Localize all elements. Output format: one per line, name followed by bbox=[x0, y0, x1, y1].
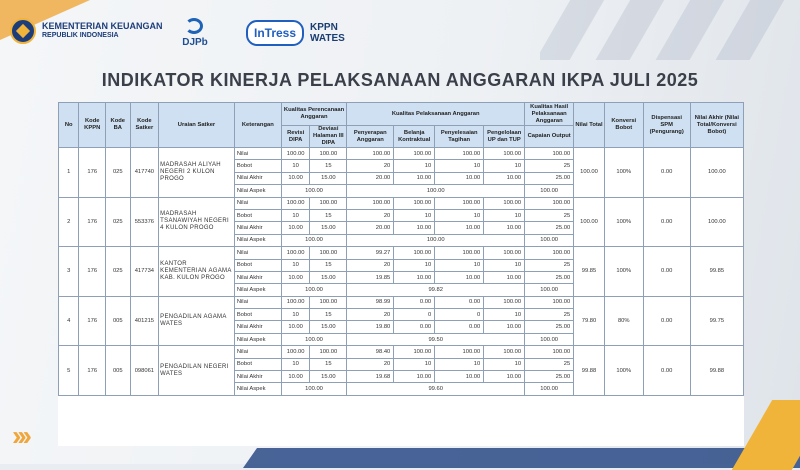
cell-bobot-penyelesaian: 10 bbox=[435, 160, 484, 172]
cell-bobot-penyelesaian: 10 bbox=[435, 259, 484, 271]
bottom-accent-bar bbox=[243, 448, 800, 468]
header-stripes bbox=[540, 0, 800, 60]
header-dispensasi-spm: Dispensasi SPM (Pengurang) bbox=[643, 103, 690, 148]
cell-akhir-penyerapan: 20.00 bbox=[347, 172, 394, 184]
cell-nilai-deviasi: 100.00 bbox=[310, 346, 347, 358]
chevron-decoration-icon: ››› bbox=[12, 420, 28, 451]
cell-akhir-pengelolaan: 10.00 bbox=[484, 271, 525, 283]
cell-nilai-penyelesaian: 0.00 bbox=[435, 296, 484, 308]
cell-akhir-belanja: 10.00 bbox=[394, 371, 435, 383]
cell-bobot-deviasi: 15 bbox=[310, 209, 347, 221]
cell-keterangan: Nilai Aspek bbox=[234, 234, 281, 246]
cell-bobot-deviasi: 15 bbox=[310, 358, 347, 370]
cell-bobot-belanja: 10 bbox=[394, 209, 435, 221]
header-group-pelaksanaan: Kualitas Pelaksanaan Anggaran bbox=[347, 103, 525, 126]
cell-kode-satker: 417740 bbox=[130, 148, 159, 198]
cell-kode-satker: 553376 bbox=[130, 197, 159, 247]
intress-logo-mark: InTress bbox=[246, 20, 304, 46]
cell-bobot-penyelesaian: 10 bbox=[435, 209, 484, 221]
cell-uraian-satker: KANTOR KEMENTERIAN AGAMA KAB. KULON PROGO bbox=[159, 247, 235, 297]
cell-nilai-total: 100.00 bbox=[574, 197, 605, 247]
cell-aspek-hasil: 100.00 bbox=[525, 383, 574, 395]
cell-keterangan: Nilai Akhir bbox=[234, 172, 281, 184]
cell-keterangan: Nilai bbox=[234, 346, 281, 358]
cell-akhir-penyelesaian: 10.00 bbox=[435, 172, 484, 184]
cell-no: 3 bbox=[59, 247, 79, 297]
cell-keterangan: Nilai Akhir bbox=[234, 271, 281, 283]
cell-kode-ba: 025 bbox=[106, 148, 131, 198]
header-kode-ba: Kode BA bbox=[106, 103, 131, 148]
cell-akhir-pengelolaan: 10.00 bbox=[484, 222, 525, 234]
cell-akhir-belanja: 10.00 bbox=[394, 222, 435, 234]
cell-aspek-hasil: 100.00 bbox=[525, 185, 574, 197]
cell-keterangan: Nilai bbox=[234, 247, 281, 259]
header-group-perencanaan: Kualitas Perencanaan Anggaran bbox=[281, 103, 346, 126]
cell-nilai-deviasi: 100.00 bbox=[310, 296, 347, 308]
cell-kode-kppn: 176 bbox=[79, 148, 106, 198]
cell-nilai-akhir: 100.00 bbox=[690, 197, 743, 247]
cell-nilai-pengelolaan: 100.00 bbox=[484, 346, 525, 358]
cell-no: 5 bbox=[59, 346, 79, 396]
ikpa-table-body bbox=[59, 148, 744, 396]
cell-akhir-capaian: 25.00 bbox=[525, 371, 574, 383]
cell-akhir-pengelolaan: 10.00 bbox=[484, 371, 525, 383]
kppn-label: KPPN bbox=[310, 22, 338, 33]
cell-kode-ba: 005 bbox=[106, 346, 131, 396]
cell-bobot-revisi: 10 bbox=[281, 209, 310, 221]
cell-akhir-revisi: 10.00 bbox=[281, 222, 310, 234]
cell-nilai-penyerapan: 99.27 bbox=[347, 247, 394, 259]
cell-nilai-akhir: 99.75 bbox=[690, 296, 743, 346]
header-penyelesaian-tagihan: Penyelesaian Tagihan bbox=[435, 126, 484, 148]
cell-dispensasi: 0.00 bbox=[643, 346, 690, 396]
intress-kppn-logo bbox=[246, 20, 345, 46]
cell-nilai-pengelolaan: 100.00 bbox=[484, 247, 525, 259]
cell-nilai-capaian: 100.00 bbox=[525, 346, 574, 358]
cell-nilai-penyerapan: 100.00 bbox=[347, 197, 394, 209]
table-row bbox=[59, 197, 744, 209]
cell-keterangan: Bobot bbox=[234, 309, 281, 321]
cell-kode-ba: 025 bbox=[106, 197, 131, 247]
cell-no: 4 bbox=[59, 296, 79, 346]
cell-bobot-capaian: 25 bbox=[525, 309, 574, 321]
header-uraian-satker: Uraian Satker bbox=[159, 103, 235, 148]
cell-nilai-penyelesaian: 100.00 bbox=[435, 346, 484, 358]
cell-nilai-akhir: 99.85 bbox=[690, 247, 743, 297]
cell-aspek-hasil: 100.00 bbox=[525, 333, 574, 345]
cell-kode-satker: 401215 bbox=[130, 296, 159, 346]
cell-nilai-total: 79.80 bbox=[574, 296, 605, 346]
cell-bobot-penyelesaian: 10 bbox=[435, 358, 484, 370]
cell-akhir-revisi: 10.00 bbox=[281, 321, 310, 333]
cell-dispensasi: 0.00 bbox=[643, 247, 690, 297]
cell-keterangan: Bobot bbox=[234, 160, 281, 172]
table-row bbox=[59, 247, 744, 259]
cell-dispensasi: 0.00 bbox=[643, 197, 690, 247]
table-row bbox=[59, 346, 744, 358]
cell-kode-kppn: 176 bbox=[79, 346, 106, 396]
kppn-location: WATES bbox=[310, 33, 345, 44]
cell-kode-kppn: 176 bbox=[79, 197, 106, 247]
header-konversi-bobot: Konversi Bobot bbox=[604, 103, 643, 148]
cell-akhir-penyerapan: 19.68 bbox=[347, 371, 394, 383]
cell-bobot-revisi: 10 bbox=[281, 358, 310, 370]
cell-aspek-pelaksanaan: 99.60 bbox=[347, 383, 525, 395]
cell-nilai-penyelesaian: 100.00 bbox=[435, 247, 484, 259]
cell-keterangan: Bobot bbox=[234, 259, 281, 271]
cell-keterangan: Nilai Akhir bbox=[234, 321, 281, 333]
cell-keterangan: Bobot bbox=[234, 209, 281, 221]
cell-nilai-total: 99.88 bbox=[574, 346, 605, 396]
cell-no: 2 bbox=[59, 197, 79, 247]
header-penyerapan: Penyerapan Anggaran bbox=[347, 126, 394, 148]
cell-nilai-revisi: 100.00 bbox=[281, 197, 310, 209]
cell-nilai-akhir: 100.00 bbox=[690, 148, 743, 198]
cell-uraian-satker: PENGADILAN NEGERI WATES bbox=[159, 346, 235, 396]
cell-akhir-penyerapan: 19.80 bbox=[347, 321, 394, 333]
cell-keterangan: Nilai Aspek bbox=[234, 383, 281, 395]
cell-bobot-revisi: 10 bbox=[281, 259, 310, 271]
cell-nilai-deviasi: 100.00 bbox=[310, 148, 347, 160]
cell-konversi-bobot: 80% bbox=[604, 296, 643, 346]
cell-akhir-penyerapan: 19.85 bbox=[347, 271, 394, 283]
cell-bobot-belanja: 10 bbox=[394, 259, 435, 271]
header-capaian-output: Capaian Output bbox=[525, 126, 574, 148]
cell-nilai-belanja: 100.00 bbox=[394, 148, 435, 160]
cell-aspek-perencanaan: 100.00 bbox=[281, 284, 346, 296]
header-nilai-akhir: Nilai Akhir (Nilai Total/Konversi Bobot) bbox=[690, 103, 743, 148]
cell-nilai-akhir: 99.88 bbox=[690, 346, 743, 396]
cell-nilai-belanja: 100.00 bbox=[394, 346, 435, 358]
cell-uraian-satker: MADRASAH TSANAWIYAH NEGERI 4 KULON PROGO bbox=[159, 197, 235, 247]
cell-kode-kppn: 176 bbox=[79, 296, 106, 346]
cell-no: 1 bbox=[59, 148, 79, 198]
cell-dispensasi: 0.00 bbox=[643, 148, 690, 198]
cell-bobot-penyerapan: 20 bbox=[347, 309, 394, 321]
cell-keterangan: Nilai Aspek bbox=[234, 185, 281, 197]
cell-kode-kppn: 176 bbox=[79, 247, 106, 297]
cell-nilai-capaian: 100.00 bbox=[525, 247, 574, 259]
cell-konversi-bobot: 100% bbox=[604, 197, 643, 247]
cell-akhir-belanja: 0.00 bbox=[394, 321, 435, 333]
cell-nilai-revisi: 100.00 bbox=[281, 296, 310, 308]
cell-akhir-deviasi: 15.00 bbox=[310, 222, 347, 234]
cell-aspek-perencanaan: 100.00 bbox=[281, 383, 346, 395]
header-kode-satker: Kode Satker bbox=[130, 103, 159, 148]
cell-bobot-capaian: 25 bbox=[525, 358, 574, 370]
cell-bobot-deviasi: 15 bbox=[310, 160, 347, 172]
cell-akhir-capaian: 25.00 bbox=[525, 321, 574, 333]
cell-aspek-hasil: 100.00 bbox=[525, 234, 574, 246]
cell-nilai-belanja: 0.00 bbox=[394, 296, 435, 308]
ikpa-table bbox=[58, 102, 744, 396]
table-row bbox=[59, 296, 744, 308]
cell-nilai-belanja: 100.00 bbox=[394, 247, 435, 259]
cell-aspek-pelaksanaan: 99.82 bbox=[347, 284, 525, 296]
cell-akhir-penyelesaian: 10.00 bbox=[435, 271, 484, 283]
cell-bobot-capaian: 25 bbox=[525, 209, 574, 221]
cell-akhir-pengelolaan: 10.00 bbox=[484, 321, 525, 333]
cell-bobot-belanja: 10 bbox=[394, 160, 435, 172]
cell-keterangan: Nilai Akhir bbox=[234, 222, 281, 234]
cell-bobot-penyerapan: 20 bbox=[347, 358, 394, 370]
cell-kode-satker: 417734 bbox=[130, 247, 159, 297]
cell-bobot-deviasi: 15 bbox=[310, 259, 347, 271]
cell-kode-ba: 005 bbox=[106, 296, 131, 346]
cell-kode-satker: 098061 bbox=[130, 346, 159, 396]
header-revisi-dipa: Revisi DIPA bbox=[281, 126, 310, 148]
cell-keterangan: Nilai Aspek bbox=[234, 284, 281, 296]
cell-keterangan: Nilai bbox=[234, 296, 281, 308]
header-deviasi: Deviasi Halaman III DIPA bbox=[310, 126, 347, 148]
cell-akhir-deviasi: 15.00 bbox=[310, 172, 347, 184]
cell-keterangan: Bobot bbox=[234, 358, 281, 370]
cell-nilai-penyerapan: 98.99 bbox=[347, 296, 394, 308]
cell-akhir-penyelesaian: 10.00 bbox=[435, 371, 484, 383]
cell-akhir-deviasi: 15.00 bbox=[310, 371, 347, 383]
cell-bobot-penyelesaian: 0 bbox=[435, 309, 484, 321]
cell-keterangan: Nilai bbox=[234, 197, 281, 209]
cell-bobot-penyerapan: 20 bbox=[347, 259, 394, 271]
cell-bobot-belanja: 0 bbox=[394, 309, 435, 321]
cell-nilai-penyerapan: 100.00 bbox=[347, 148, 394, 160]
cell-bobot-pengelolaan: 10 bbox=[484, 309, 525, 321]
cell-akhir-pengelolaan: 10.00 bbox=[484, 172, 525, 184]
kemenkeu-subname: REPUBLIK INDONESIA bbox=[42, 32, 119, 39]
cell-aspek-pelaksanaan: 100.00 bbox=[347, 234, 525, 246]
cell-bobot-capaian: 25 bbox=[525, 160, 574, 172]
cell-akhir-capaian: 25.00 bbox=[525, 222, 574, 234]
cell-nilai-penyelesaian: 100.00 bbox=[435, 148, 484, 160]
cell-konversi-bobot: 100% bbox=[604, 148, 643, 198]
cell-akhir-belanja: 10.00 bbox=[394, 271, 435, 283]
cell-aspek-pelaksanaan: 100.00 bbox=[347, 185, 525, 197]
cell-akhir-revisi: 10.00 bbox=[281, 271, 310, 283]
cell-akhir-deviasi: 15.00 bbox=[310, 271, 347, 283]
cell-bobot-pengelolaan: 10 bbox=[484, 209, 525, 221]
header-pengelolaan-up: Pengelolaan UP dan TUP bbox=[484, 126, 525, 148]
cell-bobot-revisi: 10 bbox=[281, 309, 310, 321]
cell-aspek-hasil: 100.00 bbox=[525, 284, 574, 296]
cell-aspek-perencanaan: 100.00 bbox=[281, 234, 346, 246]
cell-nilai-deviasi: 100.00 bbox=[310, 197, 347, 209]
header-belanja-kontraktual: Belanja Kontraktual bbox=[394, 126, 435, 148]
cell-bobot-pengelolaan: 10 bbox=[484, 358, 525, 370]
cell-bobot-capaian: 25 bbox=[525, 259, 574, 271]
ikpa-table-container bbox=[58, 102, 744, 446]
cell-bobot-belanja: 10 bbox=[394, 358, 435, 370]
cell-akhir-deviasi: 15.00 bbox=[310, 321, 347, 333]
kemenkeu-logo bbox=[10, 18, 163, 44]
cell-akhir-revisi: 10.00 bbox=[281, 172, 310, 184]
cell-keterangan: Nilai Aspek bbox=[234, 333, 281, 345]
cell-nilai-capaian: 100.00 bbox=[525, 148, 574, 160]
cell-nilai-belanja: 100.00 bbox=[394, 197, 435, 209]
header-no: No bbox=[59, 103, 79, 148]
cell-nilai-penyelesaian: 100.00 bbox=[435, 197, 484, 209]
cell-akhir-penyerapan: 20.00 bbox=[347, 222, 394, 234]
cell-aspek-perencanaan: 100.00 bbox=[281, 185, 346, 197]
cell-konversi-bobot: 100% bbox=[604, 247, 643, 297]
cell-nilai-deviasi: 100.00 bbox=[310, 247, 347, 259]
cell-nilai-capaian: 100.00 bbox=[525, 197, 574, 209]
table-row bbox=[59, 148, 744, 160]
header-group-hasil: Kualitas Hasil Pelaksanaan Anggaran bbox=[525, 103, 574, 126]
cell-nilai-penyerapan: 98.40 bbox=[347, 346, 394, 358]
cell-akhir-belanja: 10.00 bbox=[394, 172, 435, 184]
cell-nilai-total: 99.85 bbox=[574, 247, 605, 297]
cell-konversi-bobot: 100% bbox=[604, 346, 643, 396]
cell-nilai-revisi: 100.00 bbox=[281, 247, 310, 259]
cell-kode-ba: 025 bbox=[106, 247, 131, 297]
cell-nilai-pengelolaan: 100.00 bbox=[484, 296, 525, 308]
cell-akhir-capaian: 25.00 bbox=[525, 271, 574, 283]
cell-aspek-pelaksanaan: 99.50 bbox=[347, 333, 525, 345]
cell-bobot-revisi: 10 bbox=[281, 160, 310, 172]
djpb-emblem-icon bbox=[182, 16, 208, 36]
cell-nilai-revisi: 100.00 bbox=[281, 148, 310, 160]
page-title: INDIKATOR KINERJA PELAKSANAAN ANGGARAN IKPA JULI 2025 bbox=[101, 70, 699, 90]
kemenkeu-emblem-icon bbox=[10, 18, 36, 44]
cell-keterangan: Nilai Akhir bbox=[234, 371, 281, 383]
header-nilai-total: Nilai Total bbox=[574, 103, 605, 148]
cell-bobot-deviasi: 15 bbox=[310, 309, 347, 321]
cell-nilai-total: 100.00 bbox=[574, 148, 605, 198]
cell-keterangan: Nilai bbox=[234, 148, 281, 160]
cell-uraian-satker: PENGADILAN AGAMA WATES bbox=[159, 296, 235, 346]
cell-uraian-satker: MADRASAH ALIYAH NEGERI 2 KULON PROGO bbox=[159, 148, 235, 198]
cell-bobot-penyerapan: 20 bbox=[347, 209, 394, 221]
cell-dispensasi: 0.00 bbox=[643, 296, 690, 346]
cell-akhir-penyelesaian: 0.00 bbox=[435, 321, 484, 333]
kemenkeu-name: KEMENTERIAN KEUANGAN bbox=[42, 21, 163, 31]
header-kode-kppn: Kode KPPN bbox=[79, 103, 106, 148]
cell-akhir-penyelesaian: 10.00 bbox=[435, 222, 484, 234]
cell-nilai-pengelolaan: 100.00 bbox=[484, 197, 525, 209]
header-keterangan: Keterangan bbox=[234, 103, 281, 148]
cell-akhir-capaian: 25.00 bbox=[525, 172, 574, 184]
cell-bobot-pengelolaan: 10 bbox=[484, 160, 525, 172]
cell-aspek-perencanaan: 100.00 bbox=[281, 333, 346, 345]
cell-nilai-capaian: 100.00 bbox=[525, 296, 574, 308]
djpb-label: DJPb bbox=[182, 37, 208, 48]
cell-akhir-revisi: 10.00 bbox=[281, 371, 310, 383]
cell-bobot-penyerapan: 20 bbox=[347, 160, 394, 172]
djpb-logo bbox=[182, 16, 208, 48]
cell-nilai-revisi: 100.00 bbox=[281, 346, 310, 358]
cell-bobot-pengelolaan: 10 bbox=[484, 259, 525, 271]
cell-nilai-pengelolaan: 100.00 bbox=[484, 148, 525, 160]
